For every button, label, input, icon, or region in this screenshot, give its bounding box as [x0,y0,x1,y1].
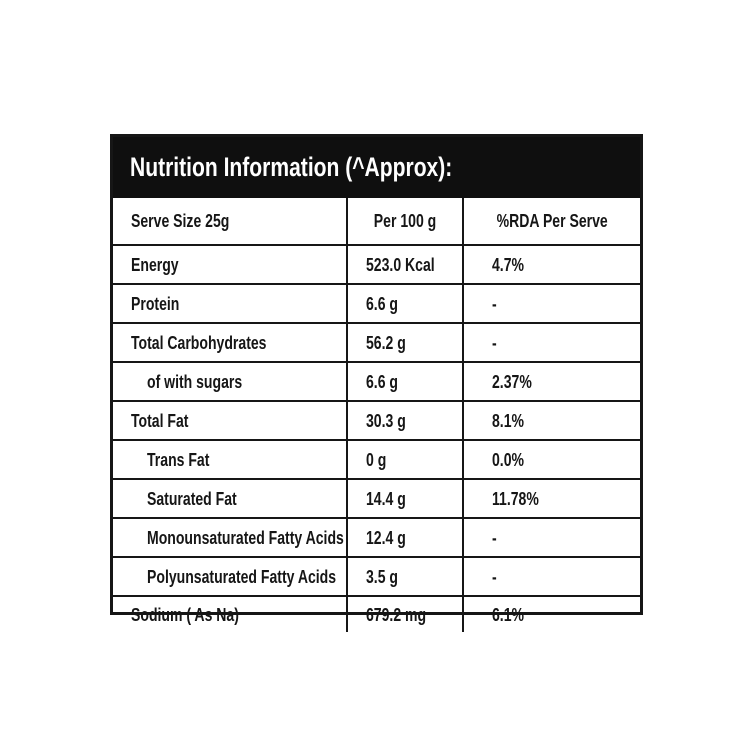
row-per-100g-value: 14.4 g [366,488,406,509]
row-nutrient-label-cell [113,558,346,595]
row-nutrient-label: Total Fat [131,410,189,431]
row-per-100g-value: 523.0 Kcal [366,254,435,275]
row-per-100g-value: 12.4 g [366,527,406,548]
row-rda-value-cell [462,441,640,478]
row-nutrient-label-cell [113,285,346,322]
row-rda-value-cell [462,285,640,322]
table-row [113,246,640,285]
row-nutrient-label: Saturated Fat [147,488,237,509]
row-per-100g-value: 30.3 g [366,410,406,431]
row-nutrient-label-cell [113,363,346,400]
row-rda-value-cell [462,558,640,595]
row-nutrient-label: of with sugars [147,371,243,392]
header-per-100g-label: Per 100 g [373,211,437,231]
row-rda-value: 11.78% [492,488,539,509]
row-rda-value-cell [462,597,640,632]
row-per-100g-value: 3.5 g [366,566,399,587]
header-cell-rda-per-serve [462,198,640,244]
row-nutrient-label: Trans Fat [147,449,210,470]
row-per-100g-value-cell [346,363,462,400]
table-row [113,597,640,632]
row-rda-value-cell [462,324,640,361]
row-per-100g-value-cell [346,519,462,556]
table-body [113,246,640,632]
header-rda-per-serve-label: %RDA Per Serve [496,211,608,231]
table-row [113,480,640,519]
row-per-100g-value-cell [346,480,462,517]
row-rda-value: - [492,293,497,314]
row-nutrient-label: Energy [131,254,179,275]
row-per-100g-value: 679.2 mg [366,604,427,625]
table-row [113,558,640,597]
row-per-100g-value-cell [346,285,462,322]
row-rda-value: 6.1% [492,604,525,625]
row-per-100g-value: 6.6 g [366,293,399,314]
table-row [113,363,640,402]
table-row [113,519,640,558]
header-serve-size-label: Serve Size 25g [131,211,230,231]
row-rda-value: 8.1% [492,410,525,431]
row-nutrient-label: Sodium ( As Na) [131,604,239,625]
row-rda-value: 0.0% [492,449,525,470]
row-rda-value-cell [462,402,640,439]
row-nutrient-label-cell [113,324,346,361]
row-nutrient-label-cell [113,246,346,283]
row-rda-value: - [492,527,497,548]
row-per-100g-value-cell [346,324,462,361]
row-rda-value-cell [462,363,640,400]
row-per-100g-value-cell [346,597,462,632]
table-row [113,441,640,480]
row-nutrient-label-cell [113,402,346,439]
header-cell-per-100g [346,198,462,244]
table-row [113,402,640,441]
row-rda-value-cell [462,480,640,517]
row-per-100g-value: 6.6 g [366,371,399,392]
row-nutrient-label-cell [113,480,346,517]
row-per-100g-value: 56.2 g [366,332,406,353]
row-nutrient-label: Polyunsaturated Fatty Acids [147,566,337,587]
row-rda-value: 2.37% [492,371,532,392]
table-header-row [113,198,640,246]
row-rda-value: - [492,566,497,587]
row-per-100g-value-cell [346,246,462,283]
row-per-100g-value-cell [346,402,462,439]
row-nutrient-label: Protein [131,293,180,314]
table-row [113,285,640,324]
row-nutrient-label-cell [113,441,346,478]
header-cell-serve-size [113,198,346,244]
row-rda-value-cell [462,246,640,283]
row-nutrient-label: Total Carbohydrates [131,332,267,353]
row-per-100g-value: 0 g [366,449,387,470]
row-nutrient-label: Monounsaturated Fatty Acids [147,527,344,548]
row-nutrient-label-cell [113,519,346,556]
row-rda-value: - [492,332,497,353]
row-per-100g-value-cell [346,441,462,478]
nutrition-title: Nutrition Information (^Approx): [130,152,453,182]
nutrition-title-bar [113,137,640,198]
row-per-100g-value-cell [346,558,462,595]
nutrition-label [110,134,643,625]
table-row [113,324,640,363]
row-nutrient-label-cell [113,597,346,632]
row-rda-value: 4.7% [492,254,525,275]
row-rda-value-cell [462,519,640,556]
